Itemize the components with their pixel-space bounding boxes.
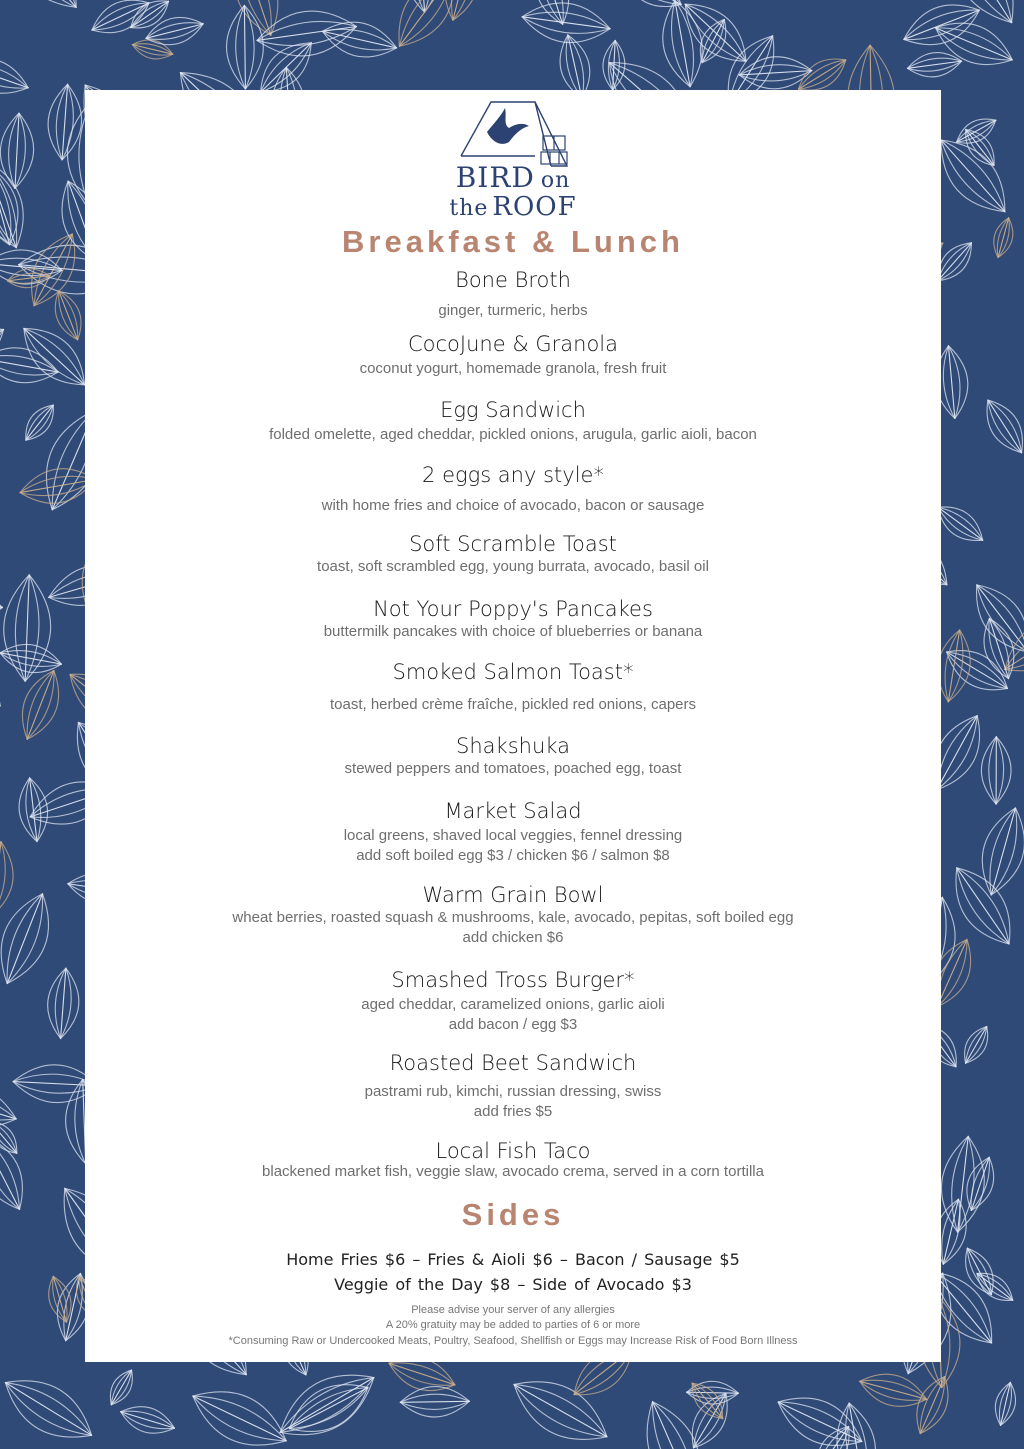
- menu-item-name: Warm Grain Bowl: [422, 883, 604, 907]
- breakfast-lunch-title: Breakfast & Lunch: [342, 224, 684, 259]
- menu-item-name: Local Fish Taco: [435, 1139, 591, 1163]
- menu-item-description: ginger, turmeric, herbs: [438, 302, 588, 319]
- logo-wordmark-line2: the ROOF: [449, 192, 577, 222]
- menu-item: [85, 659, 941, 715]
- menu-item-name: Smashed Tross Burger*: [391, 968, 635, 992]
- food-safety-note: *Consuming Raw or Undercooked Meats, Poultry, Seafood, Shellfish or Eggs may Increase Risk of Food Born Illness: [228, 1335, 798, 1347]
- menu-item-description: stewed peppers and tomatoes, poached egg, toast: [344, 760, 682, 777]
- menu-item-name: Shakshuka: [456, 734, 570, 758]
- menu-item-name: Smoked Salmon Toast*: [392, 660, 634, 684]
- menu-item-description: aged cheddar, caramelized onions, garlic aioli: [361, 996, 665, 1013]
- sides-line-1: Home Fries $6 – Fries & Aioli $6 – Bacon / Sausage $5: [286, 1250, 740, 1269]
- menu-item: [85, 733, 941, 779]
- menu-item: [85, 397, 941, 445]
- sides-line-2: Veggie of the Day $8 – Side of Avocado $3: [334, 1275, 692, 1294]
- gratuity-note: A 20% gratuity may be added to parties of 6 or more: [385, 1319, 641, 1331]
- menu-item-name: Egg Sandwich: [440, 398, 586, 422]
- menu-item: [85, 882, 941, 948]
- menu-item-name: Soft Scramble Toast: [409, 532, 617, 556]
- menu-item-description: wheat berries, roasted squash & mushrooms, kale, avocado, pepitas, soft boiled egg: [232, 909, 794, 926]
- menu-item: [85, 462, 941, 516]
- menu-item-description: buttermilk pancakes with choice of blueberries or banana: [323, 623, 703, 640]
- menu-item-name: Roasted Beet Sandwich: [389, 1051, 637, 1075]
- menu-item: [85, 596, 941, 642]
- menu-item: [85, 531, 941, 577]
- logo-wordmark-line1: BIRD on: [455, 161, 571, 194]
- menu-item-addon: add soft boiled egg $3 / chicken $6 / salmon $8: [356, 847, 670, 864]
- menu-item-description: with home fries and choice of avocado, bacon or sausage: [321, 497, 705, 514]
- menu-item-name: 2 eggs any style*: [422, 463, 604, 487]
- menu-item-description: local greens, shaved local veggies, fennel dressing: [343, 827, 683, 844]
- menu-item-name: Market Salad: [444, 799, 582, 823]
- menu-item-addon: add fries $5: [473, 1103, 553, 1120]
- menu-item-name: Bone Broth: [455, 268, 571, 292]
- menu-item: [85, 267, 941, 321]
- menu-item-name: Not Your Poppy's Pancakes: [373, 597, 653, 621]
- menu-item: [85, 1050, 941, 1122]
- menu-item: [85, 967, 941, 1035]
- menu-item-description: folded omelette, aged cheddar, pickled onions, arugula, garlic aioli, bacon: [269, 426, 757, 443]
- menu-item-description: pastrami rub, kimchi, russian dressing, swiss: [364, 1083, 662, 1100]
- menu-item-description: coconut yogurt, homemade granola, fresh fruit: [359, 360, 667, 377]
- menu-item: [85, 1138, 941, 1182]
- bird-on-the-roof-logo: [85, 94, 941, 222]
- menu-item: [85, 798, 941, 866]
- sides-title: Sides: [461, 1197, 565, 1232]
- menu-item-description: blackened market fish, veggie slaw, avocado crema, served in a corn tortilla: [262, 1163, 764, 1180]
- allergy-note: Please advise your server of any allergies: [411, 1304, 615, 1316]
- menu-item-addon: add chicken $6: [462, 929, 564, 946]
- menu-item-description: toast, soft scrambled egg, young burrata, avocado, basil oil: [317, 558, 709, 575]
- menu-item-name: CocoJune & Granola: [408, 332, 618, 356]
- menu-item-addon: add bacon / egg $3: [448, 1016, 578, 1033]
- menu-item: [85, 331, 941, 379]
- menu-item-description: toast, herbed crème fraîche, pickled red onions, capers: [329, 696, 697, 713]
- menu-card: [85, 90, 941, 1362]
